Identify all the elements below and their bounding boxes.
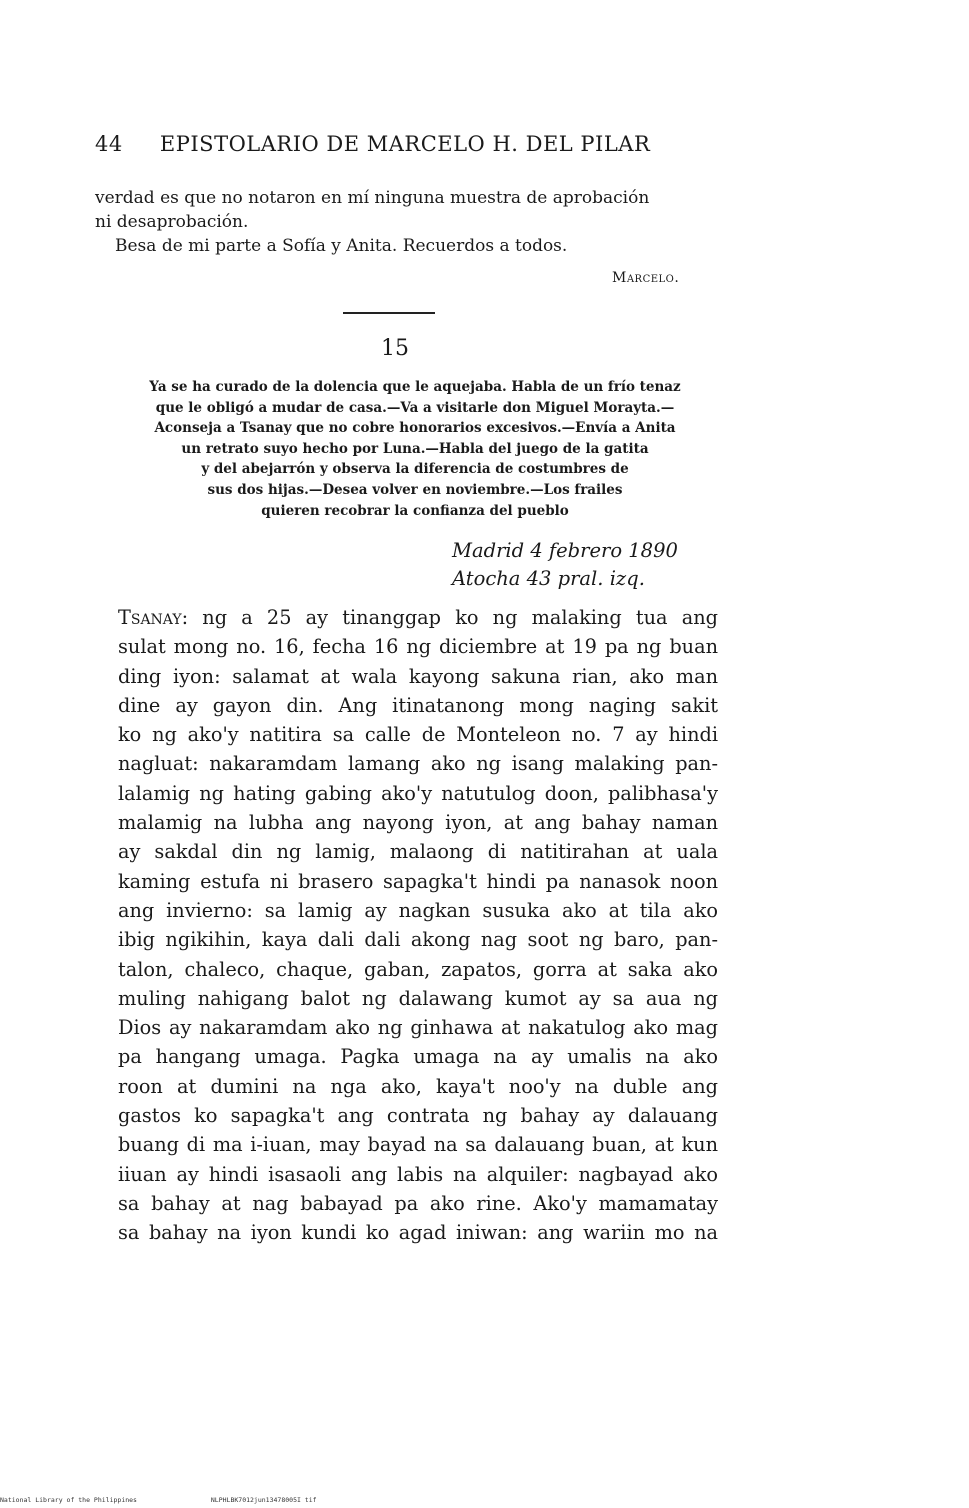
text-line: ang invierno: sa lamig ay nagkan susuka ako at tila ako (118, 898, 718, 922)
text-line: ko ng ako'y natitira sa calle de Monteleon no. 7 ay hindi (118, 723, 718, 747)
text-line: verdad es que no notaron en mí ninguna muestra de aprobación (95, 188, 650, 208)
summary-line: Ya se ha curado de la dolencia que le aquejaba. Habla de un frío tenaz (149, 379, 681, 395)
summary-line: que le obligó a mudar de casa.—Va a visitarle don Miguel Morayta.— (155, 399, 675, 416)
text-line: dine ay gayon din. Ang itinatanong mong naging sakit (118, 693, 718, 717)
text-line: buang di ma i-iuan, may bayad na sa dalauang buan, at kun (118, 1133, 718, 1157)
text-line: nagluat: nakaramdam lamang ako ng isang malaking pan- (118, 752, 718, 776)
dateline (452, 537, 678, 593)
salutation: Tsanay: (118, 606, 189, 629)
text-line: pa hangang umaga. Pagka umaga na ay umalis na ako (118, 1045, 718, 1069)
page-number: 44 (95, 132, 123, 156)
letter-number: 15 (381, 336, 409, 361)
text-line: Dios ay nakaramdam ako ng ginhawa at nakatulog ako mag (118, 1016, 718, 1040)
text-line: ding iyon: salamat at wala kayong sakuna rian, ako man (118, 664, 718, 688)
text-line: sa bahay na iyon kundi ko agad iniwan: ang wariin mo na (118, 1221, 718, 1245)
text-line: roon at dumini na nga ako, kaya't noo'y na duble ang (118, 1074, 718, 1098)
running-header (95, 132, 655, 156)
text-line: gastos ko sapagka't ang contrata ng bahay ay dalauang (118, 1104, 718, 1128)
text-line: iiuan ay hindi isasaoli ang labis na alquiler: nagbayad ako (118, 1162, 718, 1186)
scan-footer (0, 1496, 387, 1504)
text-line: talon, chaleco, chaque, gaban, zapatos, gorra at saka ako (118, 957, 718, 981)
text-line: sulat mong no. 16, fecha 16 ng diciembre at 19 pa ng buan (118, 635, 718, 659)
closing-line: Besa de mi parte a Sofía y Anita. Recuerdos a todos. (115, 236, 568, 256)
letter-body (118, 603, 718, 1248)
first-line-text: ng a 25 ay tinanggap ko ng malaking tua ang (202, 606, 718, 629)
text-line: muling nahigang balot ng dalawang kumot ay sa aua ng (118, 986, 718, 1010)
letter-summary (110, 377, 720, 521)
signature: Marcelo. (612, 270, 680, 286)
library-credit: National Library of the Philippines (0, 1496, 137, 1504)
summary-line: un retrato suyo hecho por Luna.—Habla del juego de la gatita (181, 440, 649, 457)
file-id: NLPHLBK7012jun13478005I tif (210, 1496, 317, 1504)
summary-line: quieren recobrar la confianza del pueblo (261, 502, 569, 519)
summary-line: Aconseja a Tsanay que no cobre honorarios excesivos.—Envía a Anita (154, 420, 676, 437)
text-line: ni desaprobación. (95, 212, 249, 232)
text-line: ay sakdal din ng lamig, malaong di natitirahan at uala (118, 840, 718, 864)
text-line: lalamig ng hating gabing ako'y natutulog doon, palibhasa'y (118, 781, 718, 805)
summary-line: y del abejarrón y observa la diferencia de costumbres de (201, 461, 629, 478)
section-divider (343, 312, 435, 314)
summary-line: sus dos hijas.—Desea volver en noviembre.—Los frailes (207, 481, 623, 498)
address: Atocha 43 pral. izq. (452, 567, 645, 590)
text-line: kaming estufa ni brasero sapagka't hindi pa nanasok noon (118, 869, 718, 893)
text-line: malamig na lubha ang nayong iyon, at ang bahay naman (118, 811, 718, 835)
place-date: Madrid 4 febrero 1890 (452, 539, 678, 562)
text-line: ibig ngikihin, kaya dali dali akong nag soot ng baro, pan- (118, 928, 718, 952)
running-title: EPISTOLARIO DE MARCELO H. DEL PILAR (159, 132, 651, 156)
text-line (118, 603, 718, 632)
text-line: sa bahay at nag babayad pa ako rine. Ako'y mamamatay (118, 1191, 718, 1215)
previous-letter-ending (95, 186, 735, 258)
